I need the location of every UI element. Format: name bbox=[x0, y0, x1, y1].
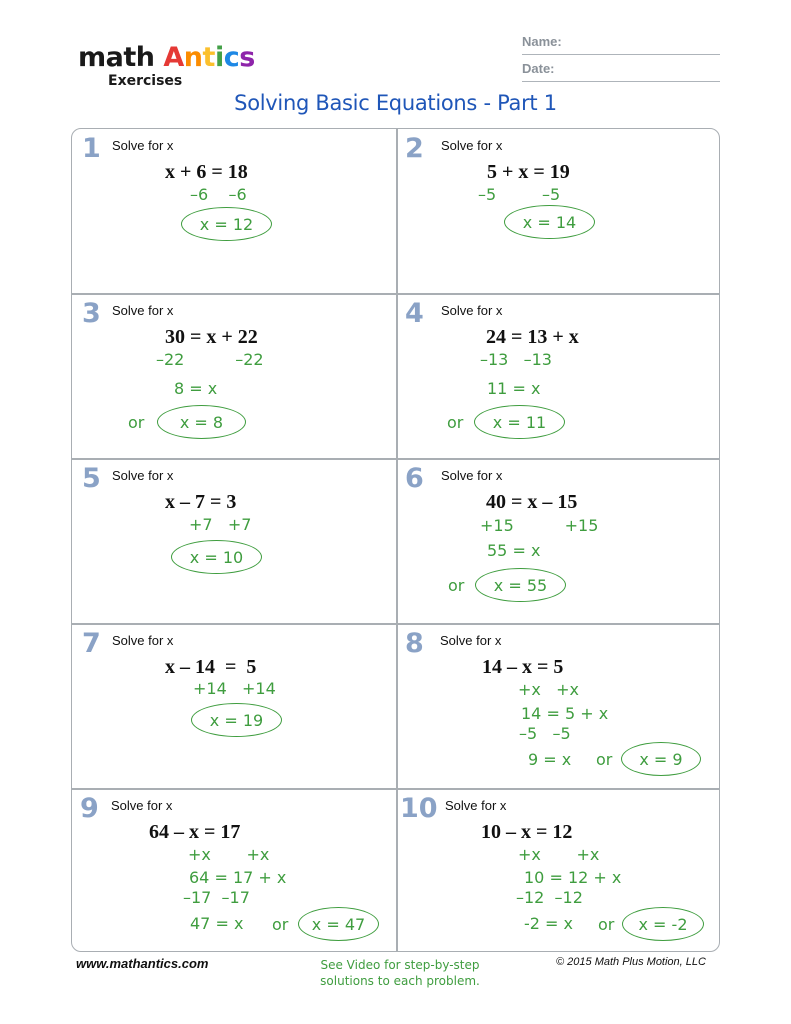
logo-letter: t bbox=[202, 42, 215, 73]
problem-number: 4 bbox=[405, 298, 424, 329]
answer-oval: x = 11 bbox=[474, 405, 565, 439]
logo-letter: A bbox=[163, 42, 184, 73]
problem-equation: x – 7 = 3 bbox=[165, 491, 237, 513]
math-antics-logo bbox=[78, 42, 255, 94]
answer-oval: x = 14 bbox=[504, 205, 595, 239]
or-label: or bbox=[448, 576, 465, 595]
answer-oval: x = 55 bbox=[475, 568, 566, 602]
problem-equation: 10 – x = 12 bbox=[481, 821, 573, 843]
or-label: or bbox=[598, 915, 615, 934]
problem-grid bbox=[71, 128, 720, 952]
worksheet-title: Solving Basic Equations - Part 1 bbox=[234, 91, 557, 115]
work-step: 55 = x bbox=[487, 541, 541, 560]
work-step: +x +x bbox=[188, 845, 270, 864]
problem-4 bbox=[398, 294, 721, 458]
problem-number: 6 bbox=[405, 463, 424, 494]
problem-7 bbox=[72, 624, 395, 788]
work-step: 9 = x bbox=[528, 750, 572, 769]
problem-6 bbox=[398, 459, 721, 623]
work-step: 14 = 5 + x bbox=[521, 704, 609, 723]
problem-10 bbox=[398, 789, 721, 953]
work-step: –12 –12 bbox=[516, 888, 583, 907]
logo-math-text: math bbox=[78, 42, 155, 73]
video-note bbox=[300, 957, 500, 989]
problem-number: 9 bbox=[80, 793, 99, 824]
logo-letter: n bbox=[183, 42, 203, 73]
work-step: –5 –5 bbox=[478, 185, 561, 204]
copyright: © 2015 Math Plus Motion, LLC bbox=[556, 956, 706, 968]
logo-letter: s bbox=[239, 42, 255, 73]
problem-instruction: Solve for x bbox=[112, 303, 174, 318]
problem-number: 2 bbox=[405, 133, 424, 164]
name-field[interactable] bbox=[522, 34, 720, 55]
video-note-line-2: solutions to each problem. bbox=[320, 974, 480, 988]
answer-oval: x = 9 bbox=[621, 742, 701, 776]
work-step: –17 –17 bbox=[183, 888, 250, 907]
problem-instruction: Solve for x bbox=[112, 138, 174, 153]
or-label: or bbox=[272, 915, 289, 934]
problem-instruction: Solve for x bbox=[445, 798, 507, 813]
problem-instruction: Solve for x bbox=[441, 468, 503, 483]
name-label: Name: bbox=[522, 34, 562, 49]
problem-equation: 64 – x = 17 bbox=[149, 821, 241, 843]
problem-equation: 30 = x + 22 bbox=[165, 326, 258, 348]
work-step: +14 +14 bbox=[193, 679, 276, 698]
problem-instruction: Solve for x bbox=[111, 798, 173, 813]
problem-8 bbox=[398, 624, 721, 788]
logo-letter: i bbox=[214, 42, 224, 73]
problem-1 bbox=[72, 129, 395, 293]
video-note-line-1: See Video for step-by-step bbox=[320, 958, 480, 972]
problem-number: 5 bbox=[82, 463, 101, 494]
work-step: +7 +7 bbox=[189, 515, 252, 534]
problem-instruction: Solve for x bbox=[112, 633, 174, 648]
answer-oval: x = 10 bbox=[171, 540, 262, 574]
answer-oval: x = -2 bbox=[622, 907, 704, 941]
problem-2 bbox=[398, 129, 721, 293]
problem-number: 10 bbox=[400, 793, 438, 824]
answer-oval: x = 47 bbox=[298, 907, 379, 941]
answer-oval: x = 12 bbox=[181, 207, 272, 241]
problem-number: 7 bbox=[82, 628, 101, 659]
answer-oval: x = 19 bbox=[191, 703, 282, 737]
work-step: +x +x bbox=[518, 845, 600, 864]
work-step: 8 = x bbox=[174, 379, 218, 398]
work-step: –6 –6 bbox=[190, 185, 247, 204]
problem-number: 3 bbox=[82, 298, 101, 329]
work-step: –5 –5 bbox=[519, 724, 571, 743]
logo-subtitle: Exercises bbox=[108, 73, 183, 89]
problem-equation: x – 14 = 5 bbox=[165, 656, 257, 678]
problem-5 bbox=[72, 459, 395, 623]
problem-3 bbox=[72, 294, 395, 458]
work-step: 64 = 17 + x bbox=[189, 868, 287, 887]
website-link[interactable]: www.mathantics.com bbox=[76, 956, 209, 971]
logo-antics-text bbox=[163, 42, 254, 73]
date-field[interactable] bbox=[522, 61, 720, 82]
problem-instruction: Solve for x bbox=[441, 303, 503, 318]
problem-equation: 14 – x = 5 bbox=[482, 656, 564, 678]
date-label: Date: bbox=[522, 61, 555, 76]
work-step: 47 = x bbox=[190, 914, 244, 933]
problem-equation: 24 = 13 + x bbox=[486, 326, 579, 348]
problem-9 bbox=[72, 789, 395, 953]
problem-number: 8 bbox=[405, 628, 424, 659]
or-label: or bbox=[447, 413, 464, 432]
problem-instruction: Solve for x bbox=[112, 468, 174, 483]
logo-wordmark bbox=[78, 42, 255, 73]
problem-equation: 5 + x = 19 bbox=[487, 161, 570, 183]
problem-equation: 40 = x – 15 bbox=[486, 491, 578, 513]
answer-oval: x = 8 bbox=[157, 405, 246, 439]
work-step: –13 –13 bbox=[480, 350, 552, 369]
problem-number: 1 bbox=[82, 133, 101, 164]
work-step: -2 = x bbox=[524, 914, 573, 933]
or-label: or bbox=[596, 750, 613, 769]
work-step: –22 –22 bbox=[156, 350, 264, 369]
problem-instruction: Solve for x bbox=[441, 138, 503, 153]
problem-instruction: Solve for x bbox=[440, 633, 502, 648]
or-label: or bbox=[128, 413, 145, 432]
work-step: +x +x bbox=[518, 680, 580, 699]
work-step: +15 +15 bbox=[480, 516, 599, 535]
problem-equation: x + 6 = 18 bbox=[165, 161, 248, 183]
work-step: 10 = 12 + x bbox=[524, 868, 622, 887]
logo-letter: c bbox=[223, 42, 240, 73]
work-step: 11 = x bbox=[487, 379, 541, 398]
